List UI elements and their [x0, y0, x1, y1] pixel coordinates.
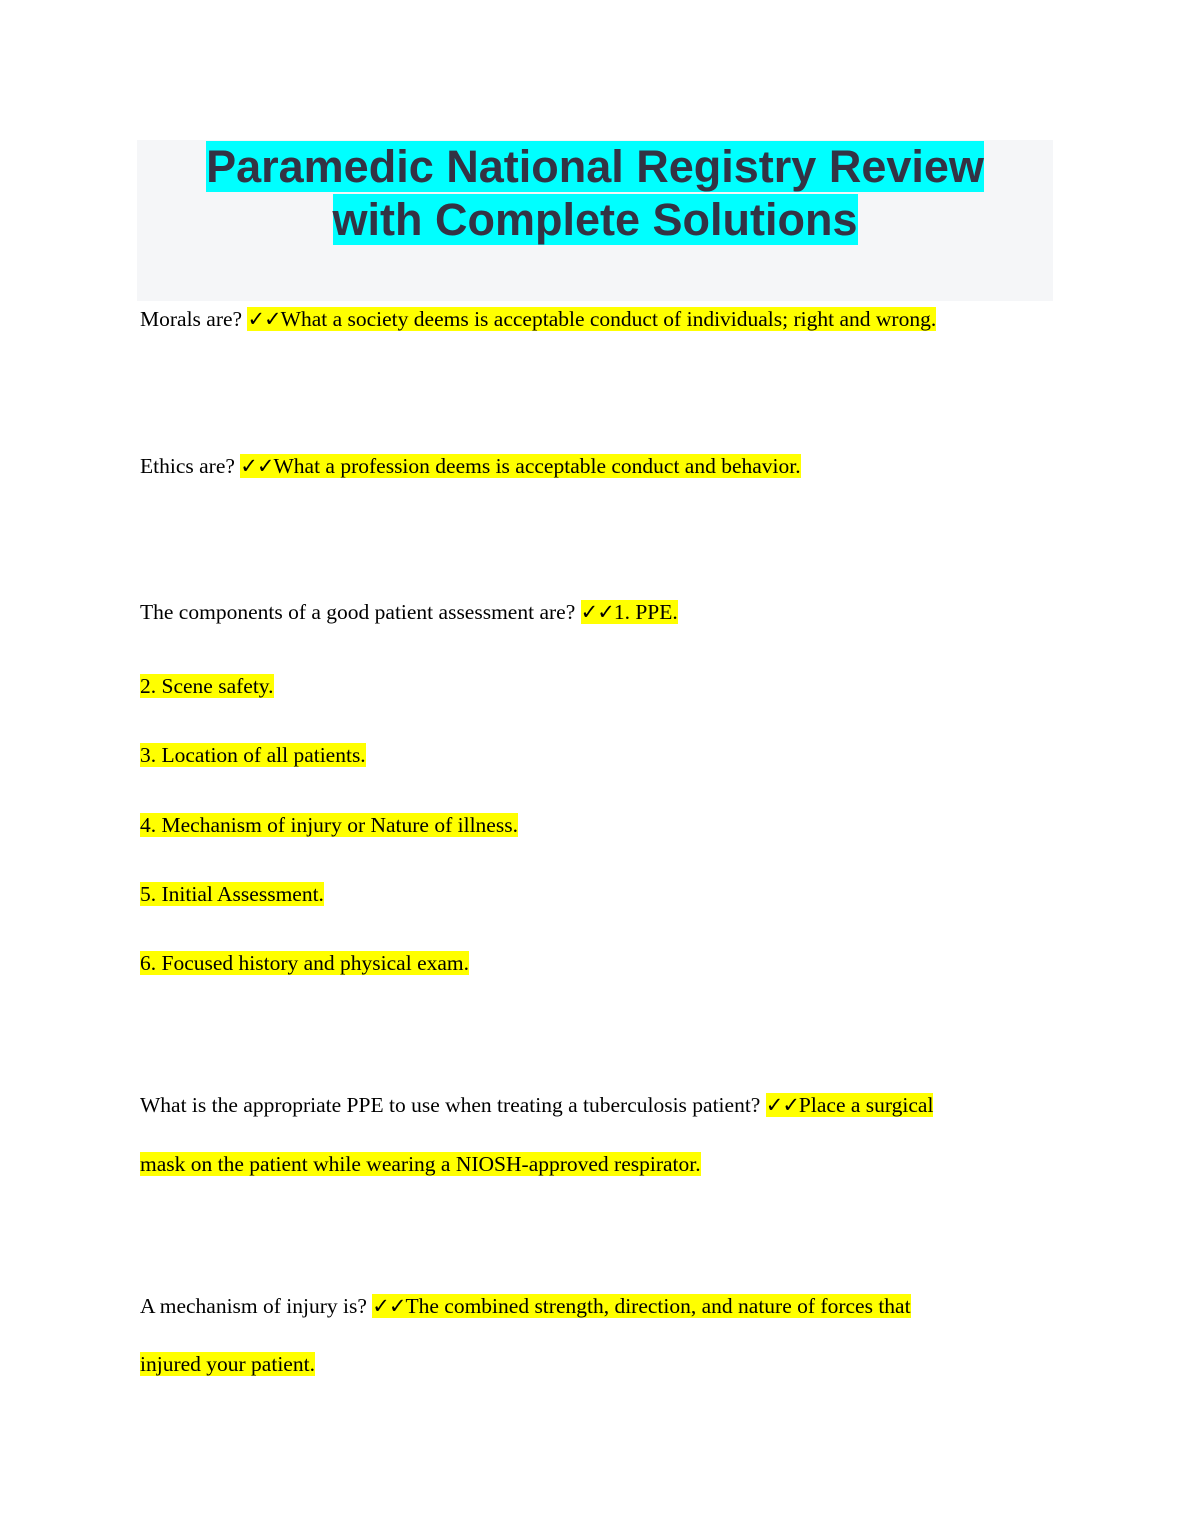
question-text: Ethics are?: [140, 454, 241, 478]
list-item: [140, 673, 274, 699]
answer-highlight: [240, 454, 800, 478]
qa-ethics: [140, 453, 801, 479]
answer-highlight: [372, 1294, 910, 1318]
answer-text: 3. Location of all patients.: [140, 743, 366, 767]
answer-text: What a profession deems is acceptable conduct and behavior.: [273, 454, 801, 478]
answer-text: injured your patient.: [140, 1352, 315, 1376]
answer-highlight: [581, 600, 678, 624]
answer-text: The combined strength, direction, and nature of forces that: [405, 1294, 911, 1318]
answer-continuation: [140, 1151, 701, 1177]
answer-highlight: [247, 307, 936, 331]
answer-text: 6. Focused history and physical exam.: [140, 951, 470, 975]
qa-mechanism-of-injury: [140, 1293, 911, 1319]
answer-text: 1. PPE.: [613, 600, 678, 624]
qa-tuberculosis-ppe: [140, 1092, 933, 1118]
double-check-icon: ✓✓: [372, 1294, 406, 1318]
list-item: [140, 950, 469, 976]
question-text: Morals are?: [140, 307, 248, 331]
answer-text: 4. Mechanism of injury or Nature of illness.: [140, 813, 518, 837]
qa-assessment-components: [140, 599, 678, 625]
answer-text: What a society deems is acceptable conduct of individuals; right and wrong.: [280, 307, 937, 331]
answer-highlight: [766, 1093, 934, 1117]
list-item: [140, 742, 366, 768]
answer-text: 5. Initial Assessment.: [140, 882, 324, 906]
answer-continuation: [140, 1351, 315, 1377]
qa-morals: [140, 306, 936, 332]
title-line-2: with Complete Solutions: [332, 194, 858, 245]
question-text: What is the appropriate PPE to use when treating a tuberculosis patient?: [140, 1093, 766, 1117]
list-item: [140, 881, 324, 907]
answer-text: 2. Scene safety.: [140, 674, 274, 698]
document-title: [137, 140, 1053, 246]
answer-text: mask on the patient while wearing a NIOSH-approved respirator.: [140, 1152, 701, 1176]
list-item: [140, 812, 518, 838]
title-line-1: Paramedic National Registry Review: [206, 141, 984, 192]
double-check-icon: ✓✓: [240, 454, 274, 478]
double-check-icon: ✓✓: [580, 600, 614, 624]
double-check-icon: ✓✓: [765, 1093, 799, 1117]
question-text: The components of a good patient assessment are?: [140, 600, 581, 624]
question-text: A mechanism of injury is?: [140, 1294, 373, 1318]
title-box: [137, 140, 1053, 301]
answer-text: Place a surgical: [798, 1093, 934, 1117]
double-check-icon: ✓✓: [247, 307, 281, 331]
